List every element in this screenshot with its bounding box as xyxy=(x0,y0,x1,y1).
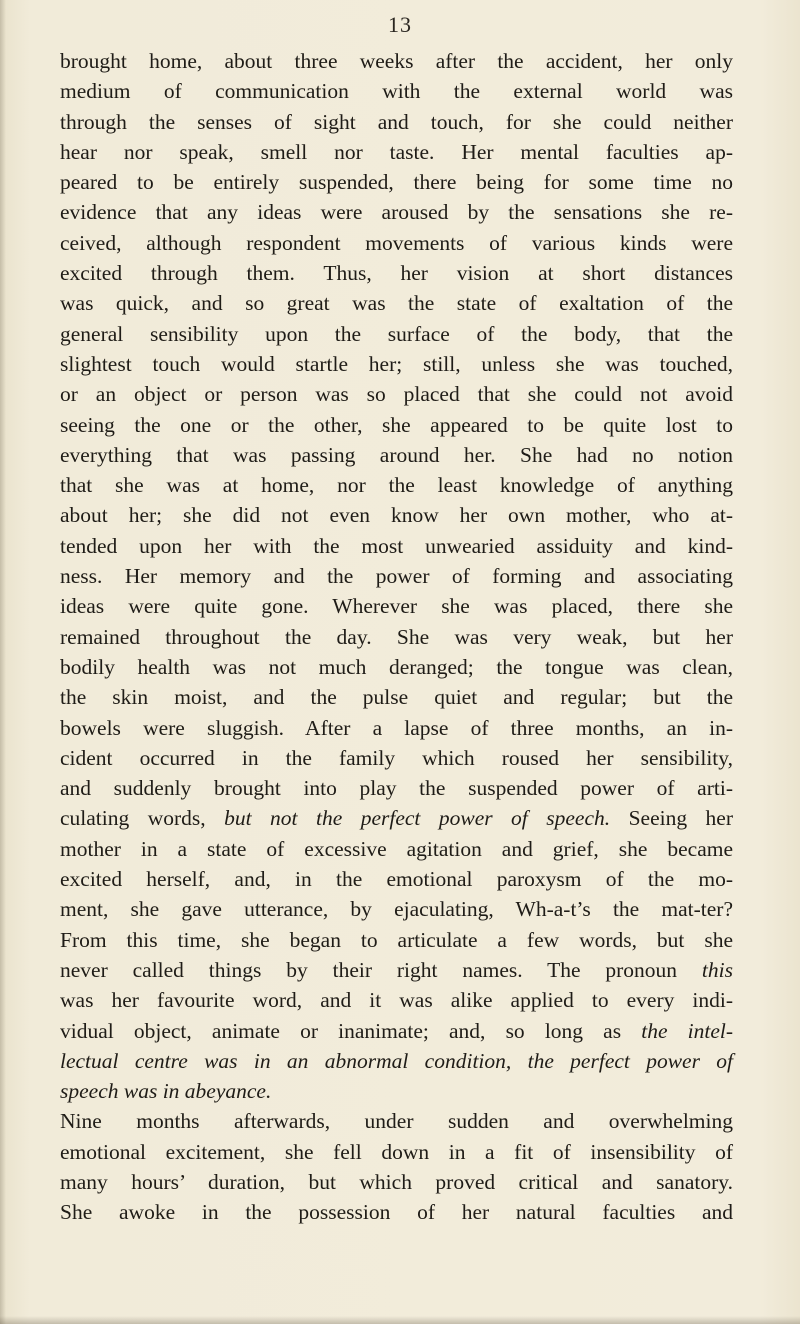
text-run: the skin moist, and the pulse quiet and regular; but the xyxy=(60,685,733,710)
text-line xyxy=(60,500,733,530)
text-run: through the senses of sight and touch, for she could neither xyxy=(60,109,733,134)
text-line xyxy=(60,349,733,379)
text-line xyxy=(60,1076,733,1106)
text-run: mother in a state of excessive agitation and grief, she became xyxy=(60,836,733,861)
text-line xyxy=(60,1167,733,1197)
text-run: excited through them. Thus, her vision at short distances xyxy=(60,261,733,286)
italic-text: this xyxy=(701,957,733,982)
text-run: bowels were sluggish. After a lapse of three months, an in- xyxy=(60,715,733,740)
text-run: cident occurred in the family which roused her sensibility, xyxy=(60,745,733,770)
text-run: and suddenly brought into play the suspended power of arti- xyxy=(60,776,733,801)
text-line xyxy=(60,76,733,106)
text-line xyxy=(60,894,733,924)
page-bottom-shadow xyxy=(0,1316,800,1324)
text-run: ideas were quite gone. Wherever she was placed, there she xyxy=(60,594,733,619)
page-number: 13 xyxy=(388,12,412,37)
text-run: Nine months afterwards, under sudden and overwhelming xyxy=(60,1109,733,1134)
text-run: that she was at home, nor the least knowledge of anything xyxy=(60,473,733,498)
text-line xyxy=(60,470,733,500)
italic-text: the perfect power of xyxy=(527,1048,734,1073)
italic-text: but not the perfect power of speech. xyxy=(224,806,611,831)
text-line xyxy=(60,319,733,349)
text-line xyxy=(60,440,733,470)
italic-text: the intel- xyxy=(641,1018,733,1043)
italic-text: speech was in abeyance. xyxy=(60,1079,272,1104)
text-line xyxy=(60,410,733,440)
text-line xyxy=(60,1046,733,1076)
italic-text: lectual centre was in an abnormal condition, xyxy=(60,1048,512,1073)
text-run: brought home, about three weeks after the accident, her only xyxy=(60,49,733,73)
text-run: remained throughout the day. She was very weak, but her xyxy=(60,624,733,649)
text-line xyxy=(60,925,733,955)
text-run: Seeing her xyxy=(610,806,734,831)
text-run: medium of communication with the external world was xyxy=(60,79,733,104)
text-line xyxy=(60,1106,733,1136)
text-line xyxy=(60,531,733,561)
page-left-edge-shadow xyxy=(0,0,6,1324)
text-run: ment, she gave utterance, by ejaculating, Wh-a-t’s the mat-ter? xyxy=(60,897,733,922)
text-run: about her; she did not even know her own mother, who at- xyxy=(60,503,733,528)
text-run: tended upon her with the most unwearied assiduity and kind- xyxy=(60,533,733,558)
text-line xyxy=(60,197,733,227)
text-line xyxy=(60,1137,733,1167)
text-line xyxy=(60,713,733,743)
text-line xyxy=(60,773,733,803)
text-line xyxy=(60,985,733,1015)
text-run: many hours’ duration, but which proved critical and sanatory. xyxy=(60,1169,733,1194)
text-line xyxy=(60,379,733,409)
text-run: vidual object, animate or inanimate; and, so long as xyxy=(60,1018,642,1043)
text-line xyxy=(60,652,733,682)
text-run: slightest touch would startle her; still, unless she was touched, xyxy=(60,351,733,376)
text-line xyxy=(60,107,733,137)
text-line xyxy=(60,167,733,197)
text-line xyxy=(60,228,733,258)
text-line xyxy=(60,137,733,167)
text-run: ness. Her memory and the power of forming and associating xyxy=(60,564,733,589)
text-line xyxy=(60,1197,733,1227)
text-run: everything that was passing around her. She had no notion xyxy=(60,442,733,467)
text-run xyxy=(511,1049,527,1073)
text-run: peared to be entirely suspended, there being for some time no xyxy=(60,170,733,195)
text-run: emotional excitement, she fell down in a fit of insensibility of xyxy=(60,1139,733,1164)
text-line xyxy=(60,955,733,985)
text-line xyxy=(60,803,733,833)
text-run: never called things by their right names. The pronoun xyxy=(60,957,702,982)
text-line xyxy=(60,288,733,318)
body-text xyxy=(60,46,733,1228)
text-line xyxy=(60,46,733,76)
text-run: or an object or person was so placed that she could not avoid xyxy=(60,382,733,407)
text-line xyxy=(60,864,733,894)
text-run: general sensibility upon the surface of the body, that the xyxy=(60,321,733,346)
text-run: was her favourite word, and it was alike applied to every indi- xyxy=(60,988,733,1013)
text-run: From this time, she began to articulate a few words, but she xyxy=(60,927,733,952)
text-run: hear nor speak, smell nor taste. Her mental faculties ap- xyxy=(60,139,733,164)
text-run: seeing the one or the other, she appeared to be quite lost to xyxy=(60,412,733,437)
text-run: bodily health was not much deranged; the tongue was clean, xyxy=(60,654,733,679)
text-run: She awoke in the possession of her natural faculties and xyxy=(60,1200,733,1225)
text-run: evidence that any ideas were aroused by the sensations she re- xyxy=(60,200,733,225)
text-line xyxy=(60,682,733,712)
text-line xyxy=(60,258,733,288)
text-line xyxy=(60,561,733,591)
text-line xyxy=(60,622,733,652)
text-run: ceived, although respondent movements of various kinds were xyxy=(60,230,733,255)
text-line xyxy=(60,1016,733,1046)
text-run: culating words, xyxy=(60,806,225,831)
text-line xyxy=(60,591,733,621)
text-line xyxy=(60,743,733,773)
text-run: was quick, and so great was the state of exaltation of the xyxy=(60,291,733,316)
text-line xyxy=(60,834,733,864)
text-run: excited herself, and, in the emotional paroxysm of the mo- xyxy=(60,867,733,892)
